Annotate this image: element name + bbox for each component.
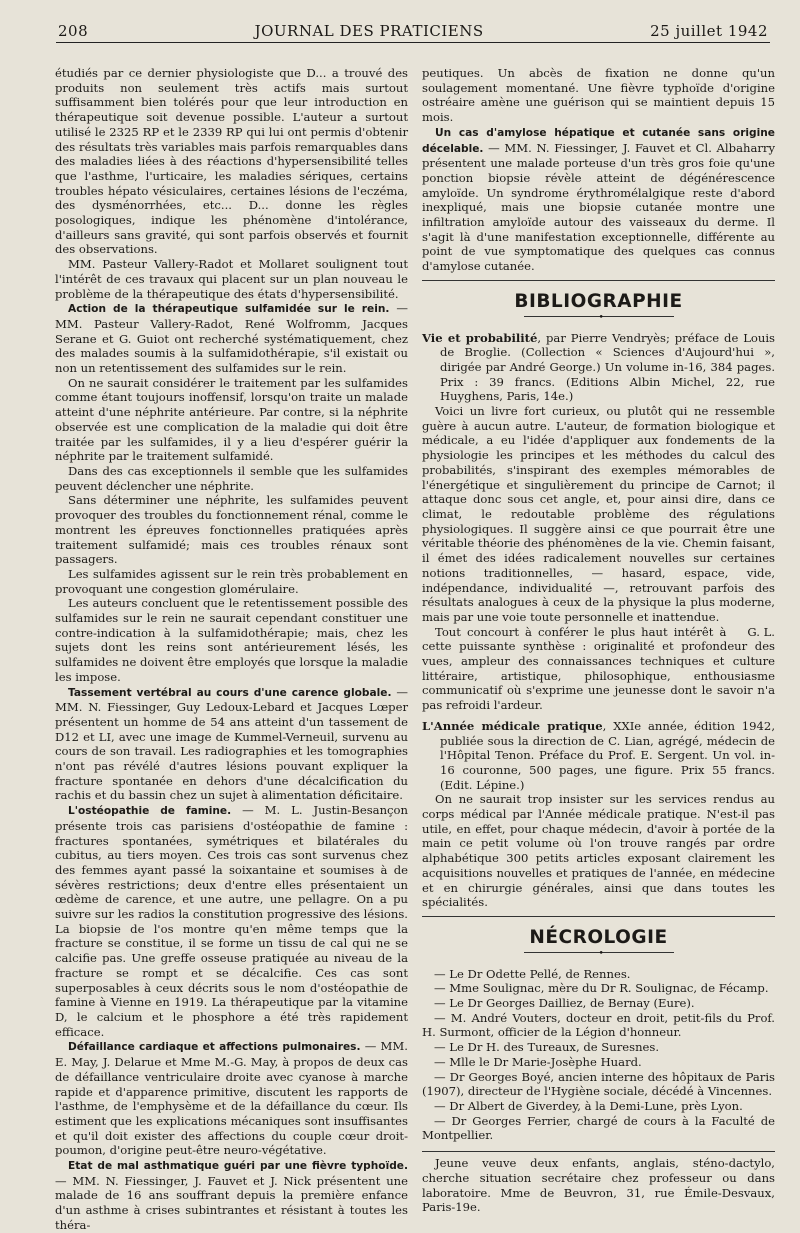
paragraph: Les auteurs concluent que le retentissement possible des sulfamides sur le rein ne saurait cependant constituer une contre-indication à la sulfamidothérapie; mais, chez les sujets dont les reins sont antérieurement lésés, les sulfamides ne doivent être employés que lorsque la maladie les impose.: [55, 596, 408, 684]
review-signature: G. L.: [747, 624, 775, 639]
page-number: 208: [58, 22, 89, 40]
paragraph: Les sulfamides agissent sur le rein très probablement en provoquant une congestion glomérulaire.: [55, 566, 408, 596]
paragraph: Sans déterminer une néphrite, les sulfamides peuvent provoquer des troubles du fonctionnement rénal, comme le montrent les épreuves fonctionnelles pratiquées après traitement sulfamidé; mais ces troubles rénaux sont passagers.: [55, 493, 408, 567]
necrology-entry: — Le Dr Georges Dailliez, de Bernay (Eure).: [434, 996, 695, 1011]
paragraph: MM. Pasteur Vallery-Radot et Mollaret soulignent tout l'intérêt de ces travaux qui placent sur un plan nouveau le problème de la thérapeutique des états d'hypersensibilité.: [55, 257, 408, 301]
header-rule: [56, 42, 770, 43]
necrology-entry: — M. André Vouters, docteur en droit, petit-fils du Prof. H. Surmont, officier de la Légion d'honneur.: [422, 1010, 775, 1040]
necrology-entry: — Dr Albert de Giverdey, à la Demi-Lune, près Lyon.: [434, 1099, 743, 1113]
section-rule: [422, 280, 775, 281]
book-reference: [422, 719, 775, 793]
section-paragraph: [55, 1158, 408, 1233]
section-title: Défaillance cardiaque et affections pulmonaires.: [68, 1041, 361, 1054]
section-paragraph: [55, 1039, 408, 1158]
section-text: — MM. N. Fiessinger, J. Fauvet et J. Nick présentent une malade de 16 ans souffrant depuis la première enfance d'un asthme à crises subintrantes et résistant à toutes les théra-: [55, 1173, 408, 1232]
necrology-entry: — Mlle le Dr Marie-Josèphe Huard.: [434, 1054, 642, 1069]
section-text: — MM. E. May, J. Delarue et Mme M.-G. May, à propos de deux cas de défaillance ventriculaire droite avec cyanose à marche rapide et d'apparence primitive, discutent les rapports de l'asthme, de l'emphysème et de la défaillance du cœur. Ils estiment que les explications mécaniques sont insuffisantes et qu'il doit exister des affections du couple cœur droit-poumon, d'origine peut-être neuro-végétative.: [55, 1039, 408, 1158]
section-title: Un cas d'amylose hépatique et cutanée sans origine décelable.: [422, 126, 775, 155]
section-paragraph: [55, 685, 408, 804]
book-details: , XXIe année, édition 1942, publiée sous la direction de C. Lian, agrégé, médecin de l'Hôpital Tenon. Préface du Prof. E. Sergent. Un vol. in-16 couronne, 500 pages, une figure. Prix 55 francs. (Edit. Lépine.): [440, 718, 775, 792]
necrology-heading: NÉCROLOGIE: [529, 926, 668, 948]
heading-separator: [524, 952, 674, 959]
necrology-entry: — Dr Georges Ferrier, chargé de cours à la Faculté de Montpellier.: [422, 1113, 775, 1143]
right-column: [422, 66, 776, 1215]
book-details: , par Pierre Vendryès; préface de Louis de Broglie. (Collection « Sciences d'Aujourd'hui », dirigée par André George.) Un volume in-16, 384 pages. Prix : 39 francs. (Editions Albin Michel, 22, rue Huyghens, Paris, 14e.): [440, 330, 775, 404]
text-columns: [55, 66, 776, 1232]
section-text: — MM. N. Fiessinger, J. Fauvet et Cl. Albaharry présentent une malade porteuse d'un très gros foie qu'une ponction biopsie révèle atteint de dégénérescence amyloïde. Un syndrome érythromélalgique reste d'abord inexpliqué, mais une biopsie cutanée montre une infiltration amyloïde autour des vaisseaux du derme. Il s'agit là d'une manifestation exceptionnelle, différente au point de vue symptomatique des quelques cas connus d'amylose cutanée.: [422, 140, 775, 274]
issue-date: 25 juillet 1942: [650, 22, 768, 40]
necrology-entry: — Mme Soulignac, mère du Dr R. Soulignac, de Fécamp.: [434, 981, 769, 996]
book-reference: [422, 331, 775, 405]
section-text: — MM. N. Fiessinger, Guy Ledoux-Lebard et Jacques Lœper présentent un homme de 54 ans atteint d'un tassement de D12 et LI, avec une image de Kummel-Verneuil, survenu au cours de son travail. Les radiographies et les tomographies n'ont pas révélé d'autres lésions pouvant expliquer la fracture spontanée en dehors d'une décalcification du rachis et du bassin chez un sujet à alimentation déficitaire.: [55, 684, 408, 803]
section-title: Etat de mal asthmatique guéri par une fièvre typhoïde.: [68, 1160, 408, 1173]
classified-ad: Jeune veuve deux enfants, anglais, sténo-dactylo, cherche situation secrétaire chez professeur ou dans laboratoire. Mme de Beuvron, 31, rue Émile-Desvaux, Paris-19e.: [422, 1156, 775, 1215]
classified-rule: [422, 1151, 775, 1152]
necrology-list: [422, 967, 775, 1143]
necrology-entry: — Le Dr Odette Pellé, de Rennes.: [434, 966, 631, 981]
necrology-entry: — Le Dr H. des Tureaux, de Suresnes.: [434, 1040, 660, 1055]
section-rule: [422, 916, 775, 917]
necrology-entry: — Dr Georges Boyé, ancien interne des hôpitaux de Paris (1907), directeur de l'Hygiène sociale, décédé à Vincennes.: [422, 1069, 775, 1099]
review-paragraph: [422, 625, 775, 713]
section-title: L'ostéopathie de famine.: [68, 805, 232, 818]
section-paragraph: [422, 125, 775, 274]
section-paragraph: [55, 301, 408, 376]
journal-title: JOURNAL DES PRATICIENS: [254, 22, 484, 40]
section-text: — M. L. Justin-Besançon présente trois cas parisiens d'ostéopathie de famine : fractures spontanées, symétriques et bilatérales du cubitus, au tiers moyen. Ces trois cas sont survenus chez des femmes ayant passé la soixantaine et soumises à de sévères restrictions; deux d'entre elles présentaient un œdème de carence, et une autre, une pellagre. On a pu suivre sur les radios la constitution progressive des lésions. La biopsie de l'os montre qu'en même temps que la fracture se constitue, il se forme un tissu de cal qui ne se calcifie pas. Une greffe osseuse pratiquée au niveau de la fracture se rompt et se décalcifie. Ces cas sont superposables à ceux décrits sous le nom d'ostéopathie de famine à Vienne en 1919. La thérapeutique par la vitamine D, le calcium et le phosphore a été très rapidement efficace.: [55, 803, 408, 1039]
section-text: — MM. Pasteur Vallery-Radot, René Wolfromm, Jacques Serane et G. Guiot ont recherché systématiquement, chez des malades soumis à la sulfamidothérapie, s'il existait ou non un retentissement des sulfamides sur le rein.: [55, 301, 408, 376]
book-title: L'Année médicale pratique: [422, 718, 603, 733]
section-title: Tassement vertébral au cours d'une carence globale.: [68, 686, 392, 699]
review-text: Tout concourt à conférer le plus haut intérêt à cette puissante synthèse : originalité et profondeur des vues, ampleur des connaissances techniques et culture littéraire, artistique, philosophique, enthousiasme communicatif où s'exprime une jeunesse dont le savoir n'a pas refroidi l'ardeur.: [422, 624, 775, 713]
heading-separator: [524, 316, 674, 323]
paragraph: On ne saurait considérer le traitement par les sulfamides comme étant toujours inoffensif, lorsqu'on traite un malade atteint d'une néphrite antérieure. Par contre, si la néphrite observée est une complication de la maladie qui doit être traitée par les sulfamides, il y a lieu d'espérer guérir la néphrite par le traitement sulfamidé.: [55, 375, 408, 464]
bibliography-heading: BIBLIOGRAPHIE: [514, 290, 683, 312]
review-paragraph: On ne saurait trop insister sur les services rendus au corps médical par l'Année médicale pratique. N'est-il pas utile, en effet, pour chaque médecin, d'avoir à portée de la main ce petit volume où l'on trouve rangés par ordre alphabétique 300 petits articles exposant clairement les acquisitions nouvelles et pratiques de l'année, en médecine et en chirurgie générales, ainsi que dans toutes les spécialités.: [422, 792, 775, 910]
section-paragraph: [55, 803, 408, 1039]
page-header: [58, 14, 768, 40]
review-paragraph: Voici un livre fort curieux, ou plutôt qui ne ressemble guère à aucun autre. L'auteur, de formation biologique et médicale, a eu l'idée d'appliquer aux fondements de la physiologie les principes et les méthodes du calcul des probabilités, s'inspirant des exemples mémorables de l'énergétique et singulièrement du principe de Carnot; il attaque donc sous cet angle, et, pour ainsi dire, dans ce climat, le redoutable problème des régulations physiologiques. Il suggère ainsi ce que pourrait être une véritable théorie des phénomènes de la vie. Chemin faisant, il émet des idées radicalement nouvelles sur certaines notions traditionnelles, — hasard, espace, vide, indépendance, individualité —, retrouvant parfois des résultats analogues à ceux de la physique la plus moderne, mais par une voie toute personnelle et inattendue.: [422, 404, 776, 624]
left-column: [55, 66, 408, 1232]
paragraph: Dans des cas exceptionnels il semble que les sulfamides peuvent déclencher une néphrite.: [55, 463, 408, 493]
paragraph: étudiés par ce dernier physiologiste que D... a trouvé des produits non seulement très actifs mais surtout suffisamment bien tolérés pour que leur introduction en thérapeutique soit devenue possible. L'auteur a surtout utilisé le 2325 RP et le 2339 RP qui lui ont permis d'obtenir des résultats très variables mais parfois remarquables dans des maladies liées à des réactions d'hypersensibilité telles que l'asthme, l'urticaire, les maladies sériques, certains troubles hépato vésiculaires, certaines lésions de l'eczéma, des dysménorrhées, etc... D... donne les règles posologiques, indique les phénomène d'intolérance, d'ailleurs sans gravité, qui sont parfois observés et fournit des observations.: [55, 66, 408, 257]
section-title: Action de la thérapeutique sulfamidée sur le rein.: [68, 303, 390, 316]
paragraph: peutiques. Un abcès de fixation ne donne qu'un soulagement momentané. Une fièvre typhoïde d'origine ostréaire amène une guérison qui se maintient depuis 15 mois.: [422, 66, 775, 125]
book-title: Vie et probabilité: [422, 330, 538, 345]
